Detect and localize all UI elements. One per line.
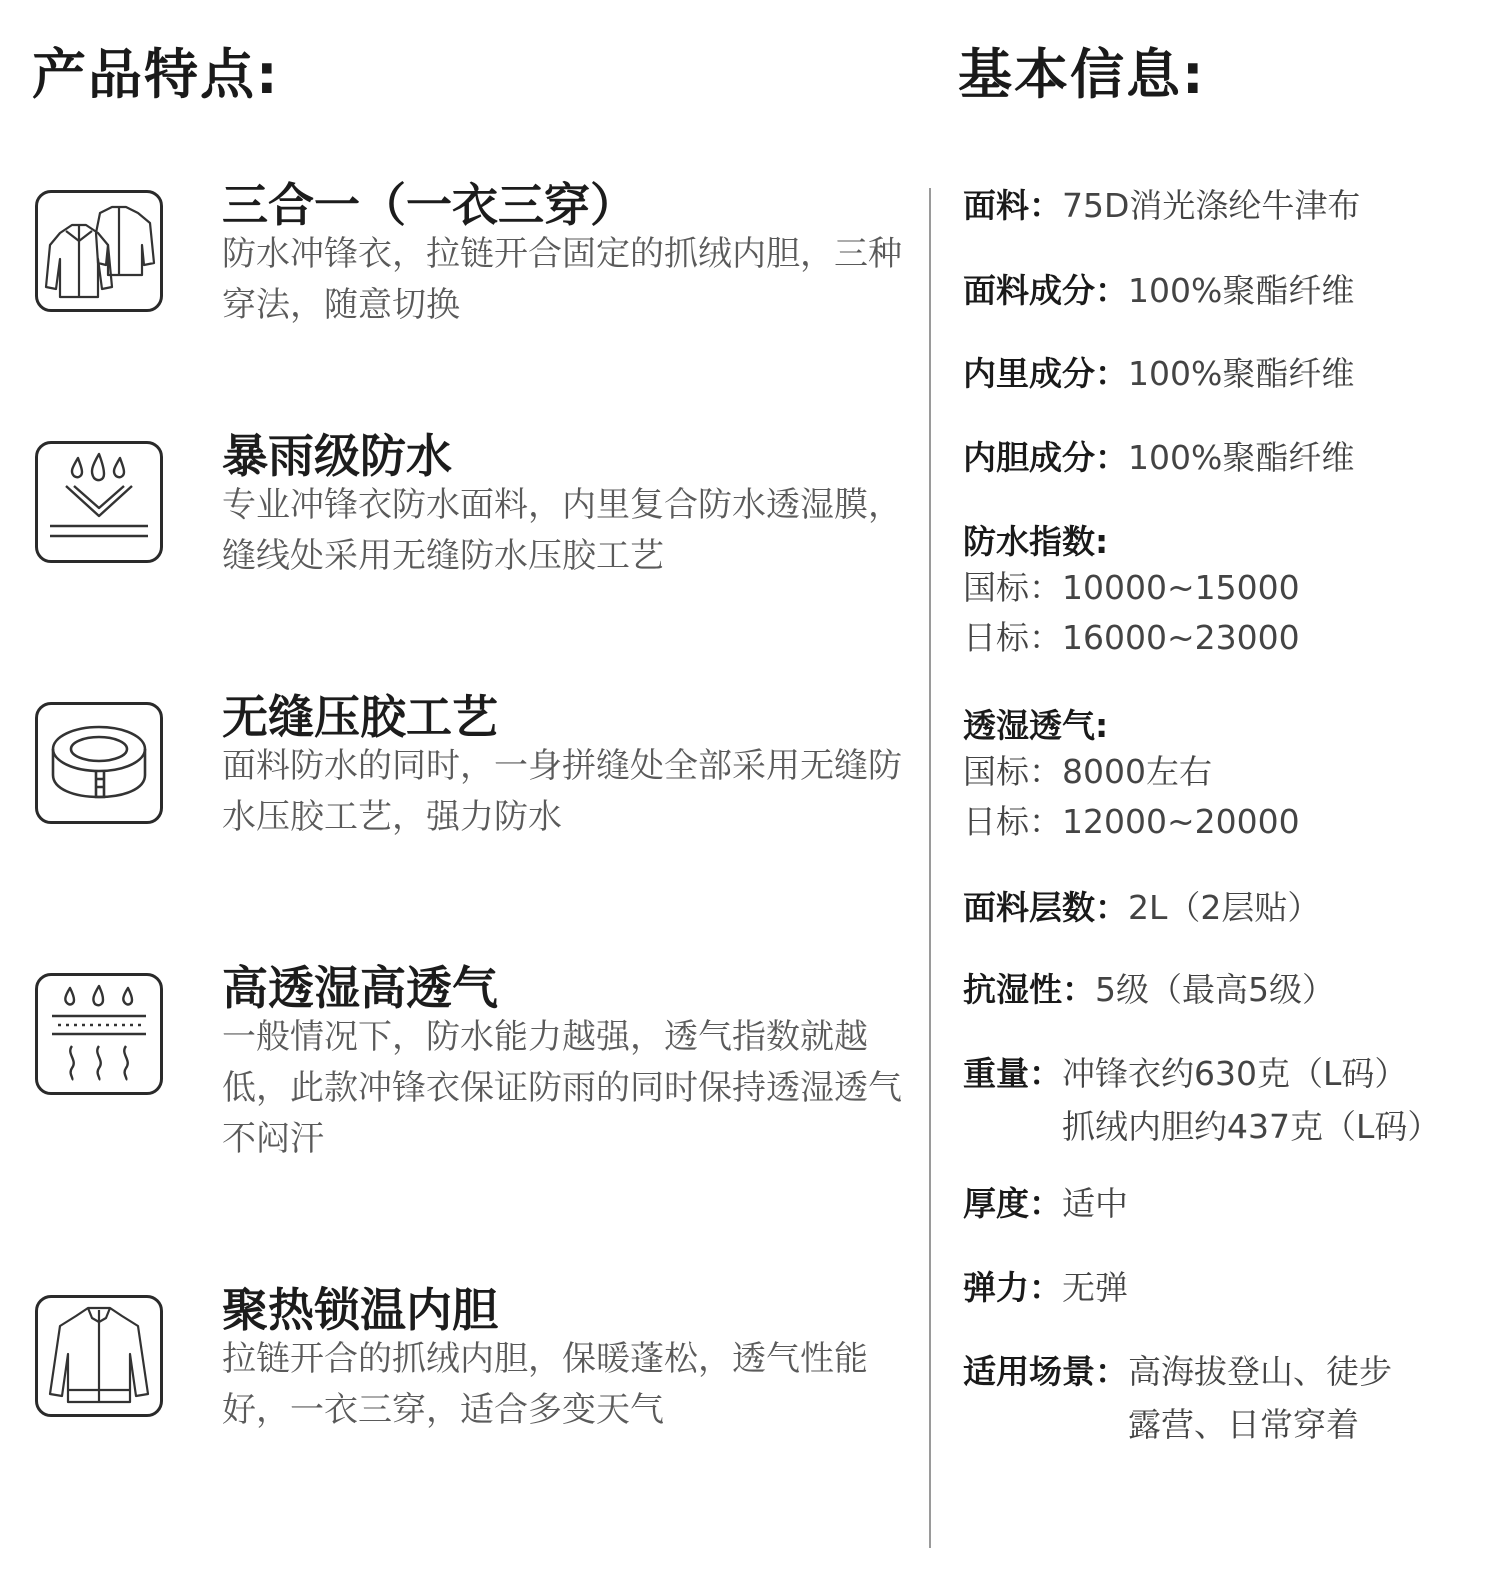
info-key: 抗湿性： — [963, 970, 1095, 1009]
feature-waterproof — [32, 429, 912, 586]
info-breathability — [963, 700, 1300, 847]
info-sub-value: 12000~20000 — [1062, 802, 1300, 841]
feature-three-in-one — [32, 178, 912, 335]
info-fabric — [963, 180, 1360, 227]
info-heading: 基本信息: — [958, 43, 1206, 106]
feature-breathable — [32, 961, 912, 1159]
info-fabric-composition — [963, 265, 1354, 312]
info-value: 无弹 — [1062, 1268, 1128, 1307]
info-weight — [963, 1048, 1440, 1148]
info-layers — [963, 882, 1320, 929]
info-value: 100%聚酯纤维 — [1128, 354, 1355, 393]
feature-desc: 一般情况下，防水能力越强，透气指数就越低，此款冲锋衣保证防雨的同时保持透湿透气不闷汗 — [222, 1017, 902, 1159]
info-value: 2L（2层贴） — [1128, 888, 1321, 927]
info-value: 冲锋衣约630克（L码） — [1062, 1054, 1408, 1093]
info-key: 透湿透气: — [963, 706, 1109, 745]
info-sub-value: 16000~23000 — [1062, 618, 1300, 657]
info-sub-label: 日标： — [963, 618, 1062, 657]
tape-roll-icon — [38, 705, 160, 821]
waterproof-drops-icon — [38, 444, 160, 560]
info-value: 5级（最高5级） — [1095, 970, 1335, 1009]
features-heading: 产品特点: — [32, 43, 280, 106]
info-key: 厚度： — [963, 1184, 1062, 1223]
info-key: 内里成分： — [963, 354, 1128, 393]
info-scenes — [963, 1346, 1392, 1446]
feature-desc: 拉链开合的抓绒内胆，保暖蓬松，透气性能好，一衣三穿，适合多变天气 — [222, 1339, 868, 1430]
info-value: 100%聚酯纤维 — [1128, 438, 1355, 477]
info-sub-value: 10000~15000 — [1062, 568, 1300, 607]
info-key: 重量： — [963, 1054, 1062, 1093]
info-elasticity — [963, 1262, 1128, 1309]
feature-desc: 防水冲锋衣，拉链开合固定的抓绒内胆，三种穿法，随意切换 — [222, 234, 902, 325]
three-in-one-jacket-icon — [38, 193, 160, 309]
info-key: 内胆成分： — [963, 438, 1128, 477]
info-value: 75D消光涤纶牛津布 — [1062, 186, 1361, 225]
info-key: 面料层数： — [963, 888, 1128, 927]
info-moisture-resistance — [963, 964, 1335, 1011]
info-value: 露营、日常穿着 — [1128, 1405, 1359, 1444]
info-key: 面料成分： — [963, 271, 1128, 310]
feature-desc: 面料防水的同时，一身拼缝处全部采用无缝防水压胶工艺，强力防水 — [222, 746, 902, 837]
info-key: 适用场景： — [963, 1352, 1128, 1391]
info-value: 100%聚酯纤维 — [1128, 271, 1355, 310]
feature-title: 聚热锁温内胆 — [222, 1283, 498, 1337]
fleece-jacket-icon — [38, 1298, 160, 1414]
info-value: 高海拔登山、徒步 — [1128, 1352, 1392, 1391]
column-divider — [929, 188, 931, 1548]
feature-desc: 专业冲锋衣防水面料，内里复合防水透湿膜，缝线处采用无缝防水压胶工艺 — [222, 485, 902, 576]
feature-seam-tape — [32, 690, 912, 847]
info-sub-label: 国标： — [963, 568, 1062, 607]
info-key: 弹力： — [963, 1268, 1062, 1307]
info-key: 面料： — [963, 186, 1062, 225]
info-value: 适中 — [1062, 1184, 1128, 1223]
info-sub-value: 8000左右 — [1062, 752, 1212, 791]
info-liner-composition — [963, 432, 1354, 479]
feature-fleece-liner — [32, 1283, 912, 1440]
feature-title: 无缝压胶工艺 — [222, 690, 498, 744]
info-waterproof-index — [963, 516, 1300, 663]
info-lining-composition — [963, 348, 1354, 395]
feature-title: 高透湿高透气 — [222, 961, 498, 1015]
info-value: 抓绒内胆约437克（L码） — [1062, 1107, 1441, 1146]
info-sub-label: 日标： — [963, 802, 1062, 841]
feature-title: 暴雨级防水 — [222, 429, 452, 483]
info-thickness — [963, 1178, 1128, 1225]
info-key: 防水指数: — [963, 522, 1109, 561]
feature-title: 三合一（一衣三穿） — [222, 178, 636, 232]
info-sub-label: 国标： — [963, 752, 1062, 791]
breathable-membrane-icon — [38, 976, 160, 1092]
